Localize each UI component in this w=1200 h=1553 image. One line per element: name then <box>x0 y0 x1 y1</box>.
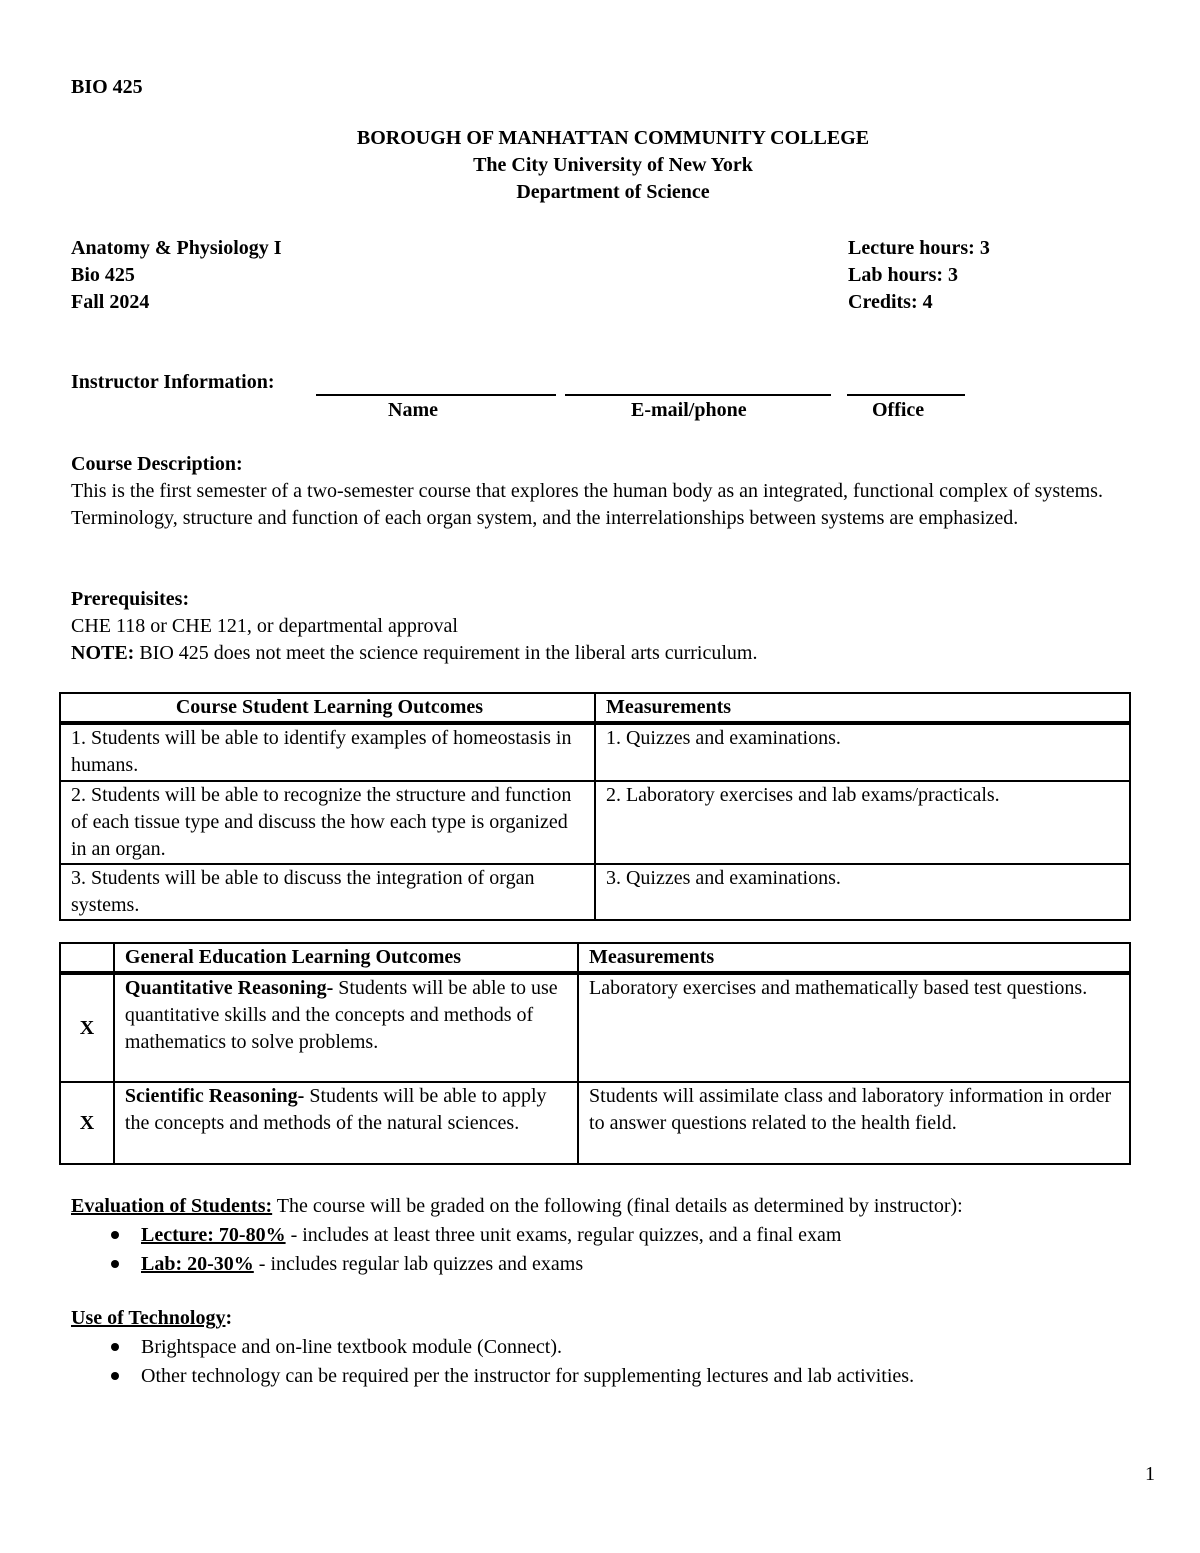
page-number: 1 <box>1145 1463 1155 1485</box>
list-item <box>141 1222 1171 1251</box>
course-description <box>71 451 1141 532</box>
slo-outcome: 3. Students will be able to discuss the integration of organ systems. <box>60 864 595 920</box>
evaluation-item-text: - includes regular lab quizzes and exams <box>253 1253 584 1275</box>
technology-heading: Use of Technology <box>71 1307 226 1329</box>
ged-measure: Students will assimilate class and laboratory information in order to answer questions related to the health field. <box>578 1082 1130 1164</box>
list-item <box>141 1334 1171 1363</box>
prerequisites-note <box>71 640 1141 667</box>
prerequisites-text: CHE 118 or CHE 121, or departmental approval <box>71 615 458 637</box>
lab-hours: Lab hours: 3 <box>848 264 959 286</box>
technology-item-text: Brightspace and on-line textbook module (Connect). <box>141 1336 563 1358</box>
college-name: BOROUGH OF MANHATTAN COMMUNITY COLLEGE <box>356 127 870 149</box>
bullet-icon <box>111 1231 119 1239</box>
table-row <box>60 723 1130 781</box>
evaluation-item-text: - includes at least three unit exams, regular quizzes, and a final exam <box>285 1224 842 1246</box>
course-term: Fall 2024 <box>71 291 150 313</box>
instructor-label: Instructor Information: <box>71 371 275 393</box>
course-info-left <box>71 235 282 316</box>
note-label: NOTE: <box>71 642 135 664</box>
evaluation-heading: Evaluation of Students: <box>71 1195 273 1217</box>
description-text: This is the first semester of a two-semester course that explores the human body as an integrated, functional complex of systems. Terminology, structure and function of each organ system, and the interrelationships between systems are emphasized. <box>71 480 1103 529</box>
slo-measure: 3. Quizzes and examinations. <box>595 864 1130 920</box>
email-blank-line <box>565 394 831 396</box>
technology-colon: : <box>225 1307 233 1329</box>
slo-header-measurements: Measurements <box>595 693 1130 723</box>
credits: Credits: 4 <box>848 291 933 313</box>
name-blank-line <box>316 394 556 396</box>
prerequisites-heading: Prerequisites: <box>71 588 190 610</box>
ged-mark: X <box>60 973 114 1082</box>
slo-outcome: 2. Students will be able to recognize the structure and function of each tissue type and discuss the how each type is organized in an organ. <box>60 781 595 864</box>
college-header <box>0 125 1200 206</box>
ged-outcome <box>114 973 578 1082</box>
course-code: BIO 425 <box>71 76 143 98</box>
slo-measure: 1. Quizzes and examinations. <box>595 723 1130 781</box>
bullet-icon <box>111 1260 119 1268</box>
office-blank-line <box>847 394 965 396</box>
ged-mark: X <box>60 1082 114 1164</box>
university-name: The City University of New York <box>473 154 753 176</box>
evaluation-item-label: Lab: 20-30% <box>141 1253 254 1275</box>
list-item <box>141 1251 1171 1280</box>
course-title: Anatomy & Physiology I <box>71 237 282 259</box>
ged-outcome <box>114 1082 578 1164</box>
slo-measure: 2. Laboratory exercises and lab exams/practicals. <box>595 781 1130 864</box>
bullet-icon <box>111 1343 119 1351</box>
ged-header-measurements: Measurements <box>578 943 1130 973</box>
ged-outcome-title: Scientific Reasoning- <box>124 1085 305 1107</box>
evaluation-section <box>71 1193 1171 1280</box>
course-number: Bio 425 <box>71 264 135 286</box>
instructor-info <box>71 369 971 421</box>
note-text: BIO 425 does not meet the science requirement in the liberal arts curriculum. <box>134 642 758 664</box>
ged-header-mark <box>60 943 114 973</box>
slo-outcome: 1. Students will be able to identify examples of homeostasis in humans. <box>60 723 595 781</box>
lecture-hours: Lecture hours: 3 <box>848 237 990 259</box>
prerequisites <box>71 586 1141 667</box>
course-info-right <box>848 235 990 316</box>
ged-outcome-text: Students will be able to apply the concepts and methods of the natural sciences. <box>124 1085 547 1134</box>
description-heading: Course Description: <box>71 453 243 475</box>
list-item <box>141 1363 1171 1392</box>
department-name: Department of Science <box>516 181 710 203</box>
ged-outcome-title: Quantitative Reasoning- <box>124 977 334 999</box>
table-row <box>60 781 1130 864</box>
table-row <box>60 864 1130 920</box>
email-label: E-mail/phone <box>631 399 747 421</box>
gen-ed-outcomes-table <box>59 942 1131 1165</box>
table-row <box>60 973 1130 1082</box>
table-row <box>60 1082 1130 1164</box>
ged-measure: Laboratory exercises and mathematically based test questions. <box>578 973 1130 1082</box>
office-label: Office <box>872 399 925 421</box>
slo-header-outcomes: Course Student Learning Outcomes <box>60 693 595 723</box>
technology-item-text: Other technology can be required per the instructor for supplementing lectures and lab activities. <box>141 1365 915 1387</box>
bullet-icon <box>111 1372 119 1380</box>
name-label: Name <box>388 399 438 421</box>
course-outcomes-table <box>59 692 1131 921</box>
evaluation-item-label: Lecture: 70-80% <box>141 1224 286 1246</box>
technology-list <box>71 1334 1171 1392</box>
evaluation-list <box>71 1222 1171 1280</box>
ged-outcome-text: Students will be able to use quantitative skills and the concepts and methods of mathematics to solve problems. <box>124 977 558 1053</box>
ged-header-outcomes: General Education Learning Outcomes <box>114 943 578 973</box>
technology-section <box>71 1305 1171 1392</box>
evaluation-intro: The course will be graded on the following (final details as determined by instructor): <box>272 1195 963 1217</box>
